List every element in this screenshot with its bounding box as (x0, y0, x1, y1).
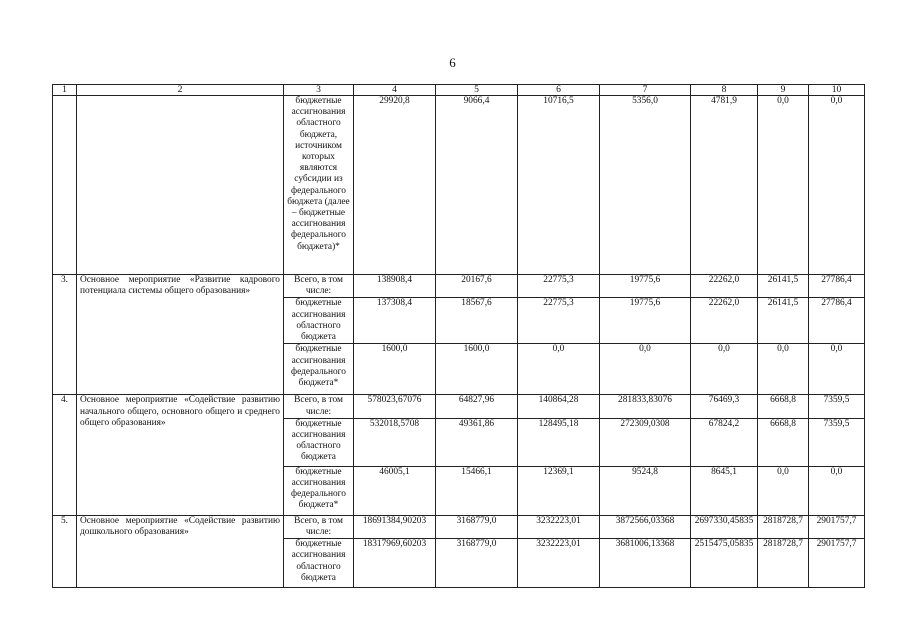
table-row (53, 96, 865, 275)
value-cell: 22262,0 (691, 298, 758, 344)
value-cell: 2901757,7 (809, 515, 865, 538)
column-number: 1 (53, 85, 77, 96)
value-cell: 18691384,90203 (354, 515, 436, 538)
value-cell: 10716,5 (518, 96, 600, 275)
value-cell: 0,0 (691, 344, 758, 395)
funding-source: бюджетные ассигнования областного бюджета, источником которых являются субсидии из федерального бюджета (далее – бюджетные ассигнования федерального бюджета)* (284, 96, 354, 275)
budget-table (52, 84, 865, 588)
value-cell: 272309,0308 (600, 418, 691, 466)
column-number: 9 (758, 85, 809, 96)
funding-source: бюджетные ассигнования областного бюджета (284, 418, 354, 466)
column-number: 6 (518, 85, 600, 96)
value-cell: 67824,2 (691, 418, 758, 466)
funding-source: Всего, в том числе: (284, 275, 354, 298)
value-cell: 49361,86 (436, 418, 518, 466)
value-cell: 9066,4 (436, 96, 518, 275)
value-cell: 26141,5 (758, 298, 809, 344)
value-cell: 0,0 (758, 344, 809, 395)
column-number-row (53, 85, 865, 96)
value-cell: 27786,4 (809, 275, 865, 298)
value-cell: 29920,8 (354, 96, 436, 275)
measure-name: Основное мероприятие «Содействие развитию начального общего, основного общего и среднего общего образования» (77, 395, 284, 515)
value-cell: 20167,6 (436, 275, 518, 298)
value-cell: 12369,1 (518, 466, 600, 515)
value-cell: 0,0 (518, 344, 600, 395)
value-cell: 138908,4 (354, 275, 436, 298)
funding-source: бюджетные ассигнования федерального бюджета* (284, 466, 354, 515)
measure-index: 3. (53, 275, 77, 395)
value-cell: 2818728,7 (758, 539, 809, 588)
value-cell: 18567,6 (436, 298, 518, 344)
measure-index: 4. (53, 395, 77, 515)
value-cell: 128495,18 (518, 418, 600, 466)
measure-name: Основное мероприятие «Содействие развитию дошкольного образования» (77, 515, 284, 587)
funding-source: Всего, в том числе: (284, 395, 354, 418)
value-cell: 3681006,13368 (600, 539, 691, 588)
value-cell: 0,0 (758, 466, 809, 515)
value-cell: 15466,1 (436, 466, 518, 515)
value-cell: 0,0 (809, 466, 865, 515)
page-number: 6 (449, 55, 456, 70)
value-cell: 2818728,7 (758, 515, 809, 538)
value-cell: 7359,5 (809, 418, 865, 466)
value-cell: 3168779,0 (436, 515, 518, 538)
value-cell: 3232223,01 (518, 515, 600, 538)
value-cell: 22775,3 (518, 298, 600, 344)
measure-name: Основное мероприятие «Развитие кадрового потенциала системы общего образования» (77, 275, 284, 395)
column-number: 5 (436, 85, 518, 96)
value-cell: 2515475,05835 (691, 539, 758, 588)
value-cell: 18317969,60203 (354, 539, 436, 588)
value-cell: 64827,96 (436, 395, 518, 418)
value-cell: 578023,67076 (354, 395, 436, 418)
value-cell: 26141,5 (758, 275, 809, 298)
value-cell: 140864,28 (518, 395, 600, 418)
value-cell: 19775,6 (600, 275, 691, 298)
value-cell: 6668,8 (758, 418, 809, 466)
column-number: 8 (691, 85, 758, 96)
value-cell: 2697330,45835 (691, 515, 758, 538)
value-cell: 3872566,03368 (600, 515, 691, 538)
table-row (53, 395, 865, 418)
value-cell: 0,0 (600, 344, 691, 395)
value-cell: 0,0 (758, 96, 809, 275)
value-cell: 2901757,7 (809, 539, 865, 588)
value-cell: 3168779,0 (436, 539, 518, 588)
value-cell: 5356,0 (600, 96, 691, 275)
value-cell: 46005,1 (354, 466, 436, 515)
column-number: 10 (809, 85, 865, 96)
value-cell: 7359,5 (809, 395, 865, 418)
funding-source: бюджетные ассигнования областного бюджета (284, 539, 354, 588)
value-cell: 8645,1 (691, 466, 758, 515)
column-number: 3 (284, 85, 354, 96)
value-cell: 281833,83076 (600, 395, 691, 418)
value-cell: 3232223,01 (518, 539, 600, 588)
column-number: 7 (600, 85, 691, 96)
table-row (53, 515, 865, 538)
column-number: 2 (77, 85, 284, 96)
value-cell: 532018,5708 (354, 418, 436, 466)
value-cell: 1600,0 (436, 344, 518, 395)
measure-index (53, 96, 77, 275)
funding-source: бюджетные ассигнования федерального бюджета* (284, 344, 354, 395)
value-cell: 76469,3 (691, 395, 758, 418)
funding-source: бюджетные ассигнования областного бюджета (284, 298, 354, 344)
value-cell: 1600,0 (354, 344, 436, 395)
value-cell: 27786,4 (809, 298, 865, 344)
value-cell: 19775,6 (600, 298, 691, 344)
value-cell: 9524,8 (600, 466, 691, 515)
value-cell: 4781,9 (691, 96, 758, 275)
value-cell: 137308,4 (354, 298, 436, 344)
value-cell: 22262,0 (691, 275, 758, 298)
measure-name (77, 96, 284, 275)
measure-index: 5. (53, 515, 77, 587)
value-cell: 22775,3 (518, 275, 600, 298)
value-cell: 0,0 (809, 96, 865, 275)
table-row (53, 275, 865, 298)
column-number: 4 (354, 85, 436, 96)
funding-source: Всего, в том числе: (284, 515, 354, 538)
value-cell: 0,0 (809, 344, 865, 395)
value-cell: 6668,8 (758, 395, 809, 418)
